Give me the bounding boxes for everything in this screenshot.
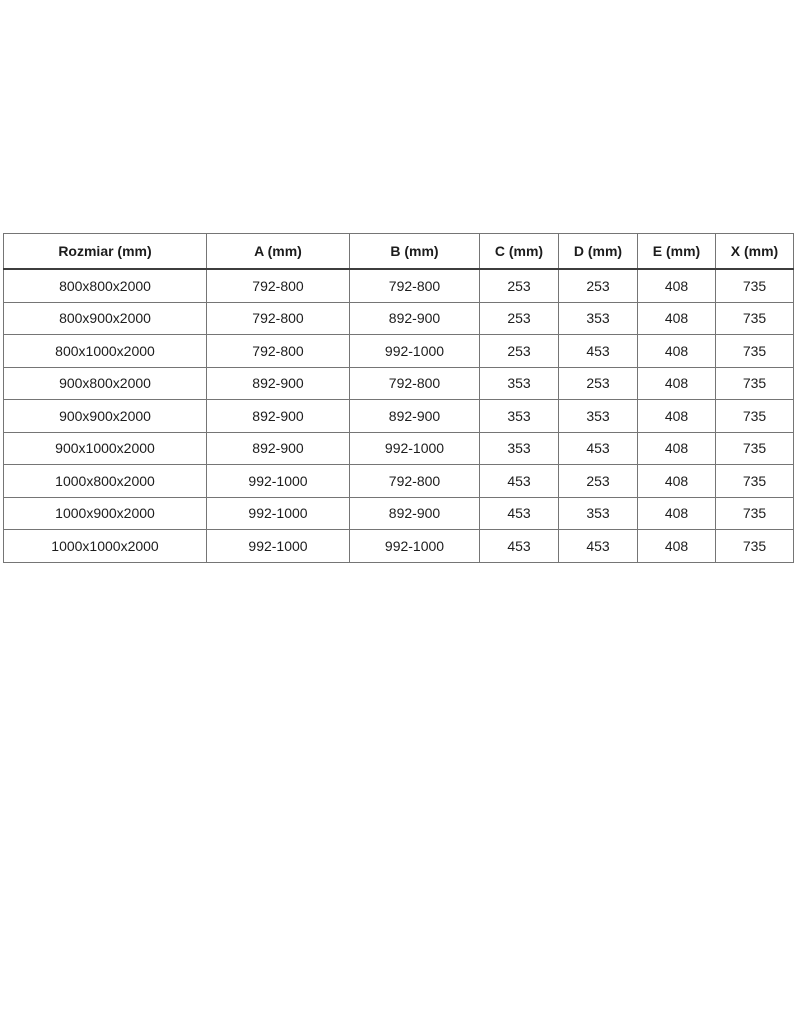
table-cell: 253 [559, 367, 638, 400]
table-cell: 892-900 [350, 400, 480, 433]
table-cell: 800x800x2000 [4, 269, 207, 302]
table-cell: 792-800 [350, 269, 480, 302]
table-cell: 735 [716, 465, 794, 498]
table-cell: 892-900 [207, 400, 350, 433]
table-cell: 453 [559, 530, 638, 563]
table-cell: 408 [638, 465, 716, 498]
table-row [4, 400, 794, 433]
column-header-rozmiar: Rozmiar (mm) [4, 234, 207, 270]
table-cell: 1000x900x2000 [4, 497, 207, 530]
table-cell: 735 [716, 497, 794, 530]
table-cell: 900x900x2000 [4, 400, 207, 433]
table-cell: 253 [480, 335, 559, 368]
table-cell: 800x900x2000 [4, 302, 207, 335]
table-cell: 253 [480, 302, 559, 335]
column-header-c: C (mm) [480, 234, 559, 270]
column-header-x: X (mm) [716, 234, 794, 270]
table-cell: 792-800 [207, 269, 350, 302]
table-cell: 453 [480, 530, 559, 563]
table-cell: 900x1000x2000 [4, 432, 207, 465]
table-cell: 453 [480, 465, 559, 498]
table-body [4, 269, 794, 562]
table-cell: 992-1000 [207, 530, 350, 563]
table-cell: 408 [638, 335, 716, 368]
table-cell: 735 [716, 367, 794, 400]
table-cell: 735 [716, 432, 794, 465]
column-header-a: A (mm) [207, 234, 350, 270]
table-cell: 408 [638, 367, 716, 400]
table-row [4, 497, 794, 530]
table-cell: 992-1000 [207, 497, 350, 530]
table-cell: 992-1000 [207, 465, 350, 498]
table-cell: 408 [638, 400, 716, 433]
table-cell: 408 [638, 497, 716, 530]
table-row [4, 302, 794, 335]
table-cell: 408 [638, 269, 716, 302]
table-cell: 735 [716, 530, 794, 563]
table-cell: 892-900 [207, 432, 350, 465]
table-cell: 992-1000 [350, 432, 480, 465]
table-cell: 408 [638, 530, 716, 563]
table-cell: 892-900 [350, 497, 480, 530]
table-cell: 353 [480, 367, 559, 400]
table-row [4, 367, 794, 400]
table-cell: 353 [480, 432, 559, 465]
table-row [4, 335, 794, 368]
table-cell: 792-800 [350, 367, 480, 400]
table-cell: 408 [638, 302, 716, 335]
table-cell: 792-800 [350, 465, 480, 498]
table-cell: 892-900 [207, 367, 350, 400]
column-header-b: B (mm) [350, 234, 480, 270]
table-cell: 735 [716, 302, 794, 335]
column-header-d: D (mm) [559, 234, 638, 270]
table-cell: 792-800 [207, 335, 350, 368]
table-row [4, 269, 794, 302]
table-cell: 453 [559, 335, 638, 368]
table-cell: 1000x1000x2000 [4, 530, 207, 563]
table-cell: 735 [716, 335, 794, 368]
table-cell: 253 [480, 269, 559, 302]
table-cell: 735 [716, 400, 794, 433]
table-cell: 253 [559, 269, 638, 302]
table-cell: 900x800x2000 [4, 367, 207, 400]
table-cell: 1000x800x2000 [4, 465, 207, 498]
table-cell: 253 [559, 465, 638, 498]
table-cell: 408 [638, 432, 716, 465]
table-row [4, 530, 794, 563]
table-cell: 735 [716, 269, 794, 302]
table-cell: 453 [480, 497, 559, 530]
table-cell: 800x1000x2000 [4, 335, 207, 368]
table-cell: 453 [559, 432, 638, 465]
table-cell: 353 [559, 497, 638, 530]
header-row [4, 234, 794, 270]
table-cell: 892-900 [350, 302, 480, 335]
table-cell: 992-1000 [350, 530, 480, 563]
table-cell: 353 [559, 302, 638, 335]
table-cell: 353 [480, 400, 559, 433]
table-row [4, 432, 794, 465]
table-cell: 353 [559, 400, 638, 433]
dimensions-table [3, 233, 794, 563]
page-background [0, 233, 800, 1033]
column-header-e: E (mm) [638, 234, 716, 270]
table-cell: 792-800 [207, 302, 350, 335]
table-row [4, 465, 794, 498]
table-cell: 992-1000 [350, 335, 480, 368]
